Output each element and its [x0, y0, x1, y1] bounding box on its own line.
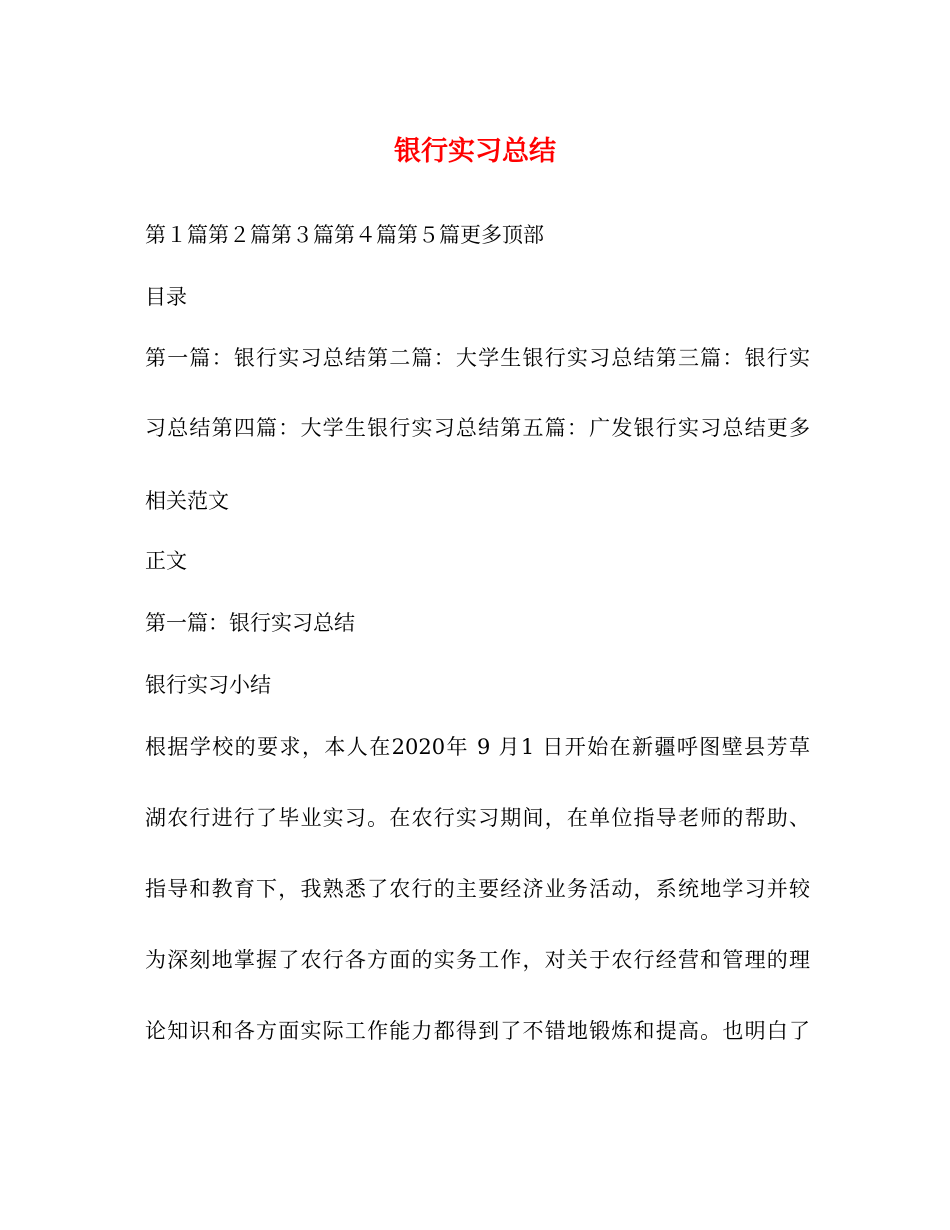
toc-text-line: 第一篇：银行实习总结第二篇：大学生银行实习总结第三篇：银行实: [145, 346, 810, 370]
body-text-line: 指导和教育下，我熟悉了农行的主要经济业务活动，系统地学习并较: [145, 877, 810, 901]
section-heading: 第一篇：银行实习总结: [145, 611, 355, 635]
toc-heading: 目录: [145, 285, 187, 309]
body-text-line: 湖农行进行了毕业实习。在农行实习期间，在单位指导老师的帮助、: [145, 806, 810, 830]
subsection-heading: 银行实习小结: [145, 673, 271, 697]
toc-text-line: 习总结第四篇：大学生银行实习总结第五篇：广发银行实习总结更多: [145, 416, 810, 440]
body-text-line: 论知识和各方面实际工作能力都得到了不错地锻炼和提高。也明白了: [145, 1019, 810, 1043]
document-title: 银行实习总结: [394, 136, 556, 167]
article-navigation-links: 第１篇第２篇第３篇第４篇第５篇更多顶部: [145, 223, 544, 247]
body-text-line: 根据学校的要求，本人在2020年 9 月1 日开始在新疆呼图壁县芳草: [145, 735, 810, 759]
toc-text-line: 相关范文: [145, 489, 229, 513]
body-text-line: 为深刻地掌握了农行各方面的实务工作，对关于农行经营和管理的理: [145, 948, 810, 972]
main-text-heading: 正文: [145, 549, 187, 573]
